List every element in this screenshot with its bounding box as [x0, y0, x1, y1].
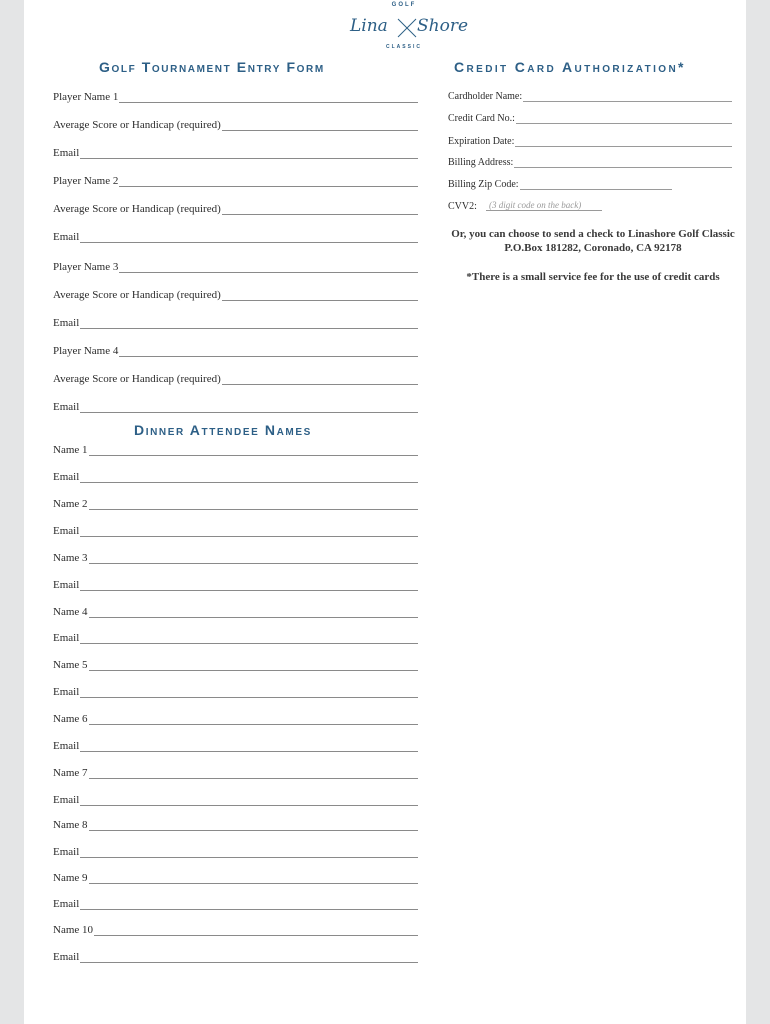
input-line[interactable] [80, 526, 418, 537]
attendee-6-email-label: Email [53, 740, 80, 752]
attendee-5-email-field[interactable] [53, 686, 418, 698]
player-3-email-field[interactable] [53, 317, 418, 329]
input-line[interactable] [80, 148, 418, 159]
input-line[interactable] [80, 633, 418, 644]
input-line[interactable] [80, 402, 418, 413]
input-line[interactable] [89, 768, 418, 779]
input-line[interactable] [516, 113, 732, 124]
cardholder-name-field[interactable] [448, 91, 732, 102]
player-3-score-label: Average Score or Handicap (required) [53, 289, 221, 301]
player-2-email-label: Email [53, 231, 80, 243]
logo-left-script: Lina [350, 16, 388, 36]
attendee-3-email-label: Email [53, 579, 80, 591]
attendee-10-name-label: Name 10 [53, 924, 94, 936]
billing-address-label: Billing Address: [448, 157, 514, 168]
input-line[interactable] [514, 157, 732, 168]
attendee-9-email-label: Email [53, 898, 80, 910]
attendee-3-email-field[interactable] [53, 579, 418, 591]
attendee-5-email-label: Email [53, 686, 80, 698]
form-page [24, 0, 746, 1024]
attendee-4-email-field[interactable] [53, 632, 418, 644]
input-line[interactable] [80, 687, 418, 698]
player-1-email-field[interactable] [53, 147, 418, 159]
player-2-email-field[interactable] [53, 231, 418, 243]
input-line[interactable] [89, 660, 418, 671]
attendee-7-name-field[interactable] [53, 767, 418, 779]
attendee-2-email-field[interactable] [53, 525, 418, 537]
player-1-name-label: Player Name 1 [53, 91, 119, 103]
player-3-name-field[interactable] [53, 261, 418, 273]
attendee-1-email-label: Email [53, 471, 80, 483]
attendee-6-name-label: Name 6 [53, 713, 88, 725]
input-line[interactable] [80, 580, 418, 591]
input-line[interactable] [80, 899, 418, 910]
attendee-1-email-field[interactable] [53, 471, 418, 483]
player-1-score-field[interactable] [53, 119, 418, 131]
input-line[interactable] [119, 92, 418, 103]
attendee-5-name-label: Name 5 [53, 659, 88, 671]
logo-right-script: Shore [417, 16, 469, 36]
player-3-name-label: Player Name 3 [53, 261, 119, 273]
cvv-field[interactable] [448, 201, 484, 212]
player-1-email-label: Email [53, 147, 80, 159]
attendee-6-email-field[interactable] [53, 740, 418, 752]
player-2-score-label: Average Score or Handicap (required) [53, 203, 221, 215]
attendee-10-name-field[interactable] [53, 924, 418, 936]
input-line[interactable] [222, 290, 418, 301]
input-line[interactable] [222, 374, 418, 385]
attendee-9-email-field[interactable] [53, 898, 418, 910]
check-note-line-2: P.O.Box 181282, Coronado, CA 92178 [504, 242, 682, 254]
attendee-2-email-label: Email [53, 525, 80, 537]
attendee-9-name-field[interactable] [53, 872, 418, 884]
input-line[interactable] [119, 176, 418, 187]
attendee-10-email-field[interactable] [53, 951, 418, 963]
input-line[interactable] [523, 91, 732, 102]
player-3-score-field[interactable] [53, 289, 418, 301]
attendee-7-name-label: Name 7 [53, 767, 88, 779]
attendee-1-name-label: Name 1 [53, 444, 88, 456]
input-line[interactable] [89, 553, 418, 564]
input-line[interactable] [89, 499, 418, 510]
attendee-2-name-label: Name 2 [53, 498, 88, 510]
input-line[interactable] [80, 847, 418, 858]
input-line[interactable] [119, 262, 418, 273]
input-line[interactable] [89, 873, 418, 884]
entry-form-title: Golf Tournament Entry Form [99, 59, 325, 75]
crossed-clubs-icon [396, 17, 418, 39]
input-line[interactable] [520, 179, 672, 190]
input-line[interactable] [80, 795, 418, 806]
player-3-email-label: Email [53, 317, 80, 329]
player-2-name-field[interactable] [53, 175, 418, 187]
player-4-score-label: Average Score or Handicap (required) [53, 373, 221, 385]
attendee-8-name-field[interactable] [53, 819, 418, 831]
logo-golf-text: GOLF [391, 2, 417, 8]
input-line[interactable] [80, 232, 418, 243]
attendee-7-email-label: Email [53, 794, 80, 806]
attendee-5-name-field[interactable] [53, 659, 418, 671]
player-4-name-label: Player Name 4 [53, 345, 119, 357]
linashore-logo [344, 2, 469, 56]
player-4-email-field[interactable] [53, 401, 418, 413]
attendee-3-name-field[interactable] [53, 552, 418, 564]
attendee-8-email-label: Email [53, 846, 80, 858]
logo-classic-text: CLASSIC [386, 44, 422, 50]
cvv-label: CVV2: [448, 201, 477, 212]
player-1-score-label: Average Score or Handicap (required) [53, 119, 221, 131]
input-line[interactable] [515, 136, 732, 147]
cardholder-name-label: Cardholder Name: [448, 91, 523, 102]
expiration-date-label: Expiration Date: [448, 136, 515, 147]
attendee-4-name-label: Name 4 [53, 606, 88, 618]
input-line[interactable] [89, 445, 418, 456]
billing-zip-label: Billing Zip Code: [448, 179, 519, 190]
attendee-10-email-label: Email [53, 951, 80, 963]
input-line[interactable] [80, 318, 418, 329]
input-line[interactable] [222, 204, 418, 215]
billing-zip-field[interactable] [448, 179, 672, 190]
cvv-hint[interactable]: (3 digit code on the back) [486, 200, 602, 211]
player-4-score-field[interactable] [53, 373, 418, 385]
input-line[interactable] [80, 952, 418, 963]
input-line[interactable] [94, 925, 418, 936]
input-line[interactable] [89, 820, 418, 831]
input-line[interactable] [119, 346, 418, 357]
attendee-1-name-field[interactable] [53, 444, 418, 456]
player-4-name-field[interactable] [53, 345, 418, 357]
billing-address-field[interactable] [448, 157, 732, 168]
attendee-8-name-label: Name 8 [53, 819, 88, 831]
attendee-4-name-field[interactable] [53, 606, 418, 618]
input-line[interactable] [80, 741, 418, 752]
attendee-6-name-field[interactable] [53, 713, 418, 725]
input-line[interactable] [80, 472, 418, 483]
input-line[interactable] [89, 607, 418, 618]
player-4-email-label: Email [53, 401, 80, 413]
attendee-4-email-label: Email [53, 632, 80, 644]
player-2-name-label: Player Name 2 [53, 175, 119, 187]
attendee-2-name-field[interactable] [53, 498, 418, 510]
attendee-3-name-label: Name 3 [53, 552, 88, 564]
dinner-attendees-title: Dinner Attendee Names [134, 422, 312, 438]
input-line[interactable] [89, 714, 418, 725]
attendee-9-name-label: Name 9 [53, 872, 88, 884]
input-line[interactable] [222, 120, 418, 131]
credit-card-number-label: Credit Card No.: [448, 113, 515, 124]
service-fee-note: *There is a small service fee for the use of credit cards [466, 271, 720, 283]
credit-card-title: Credit Card Authorization* [454, 59, 686, 75]
check-note-line-1: Or, you can choose to send a check to Linashore Golf Classic [451, 228, 735, 240]
attendee-8-email-field[interactable] [53, 846, 418, 858]
player-2-score-field[interactable] [53, 203, 418, 215]
expiration-date-field[interactable] [448, 136, 732, 147]
credit-card-number-field[interactable] [448, 113, 732, 124]
attendee-7-email-field[interactable] [53, 794, 418, 806]
player-1-name-field[interactable] [53, 91, 418, 103]
